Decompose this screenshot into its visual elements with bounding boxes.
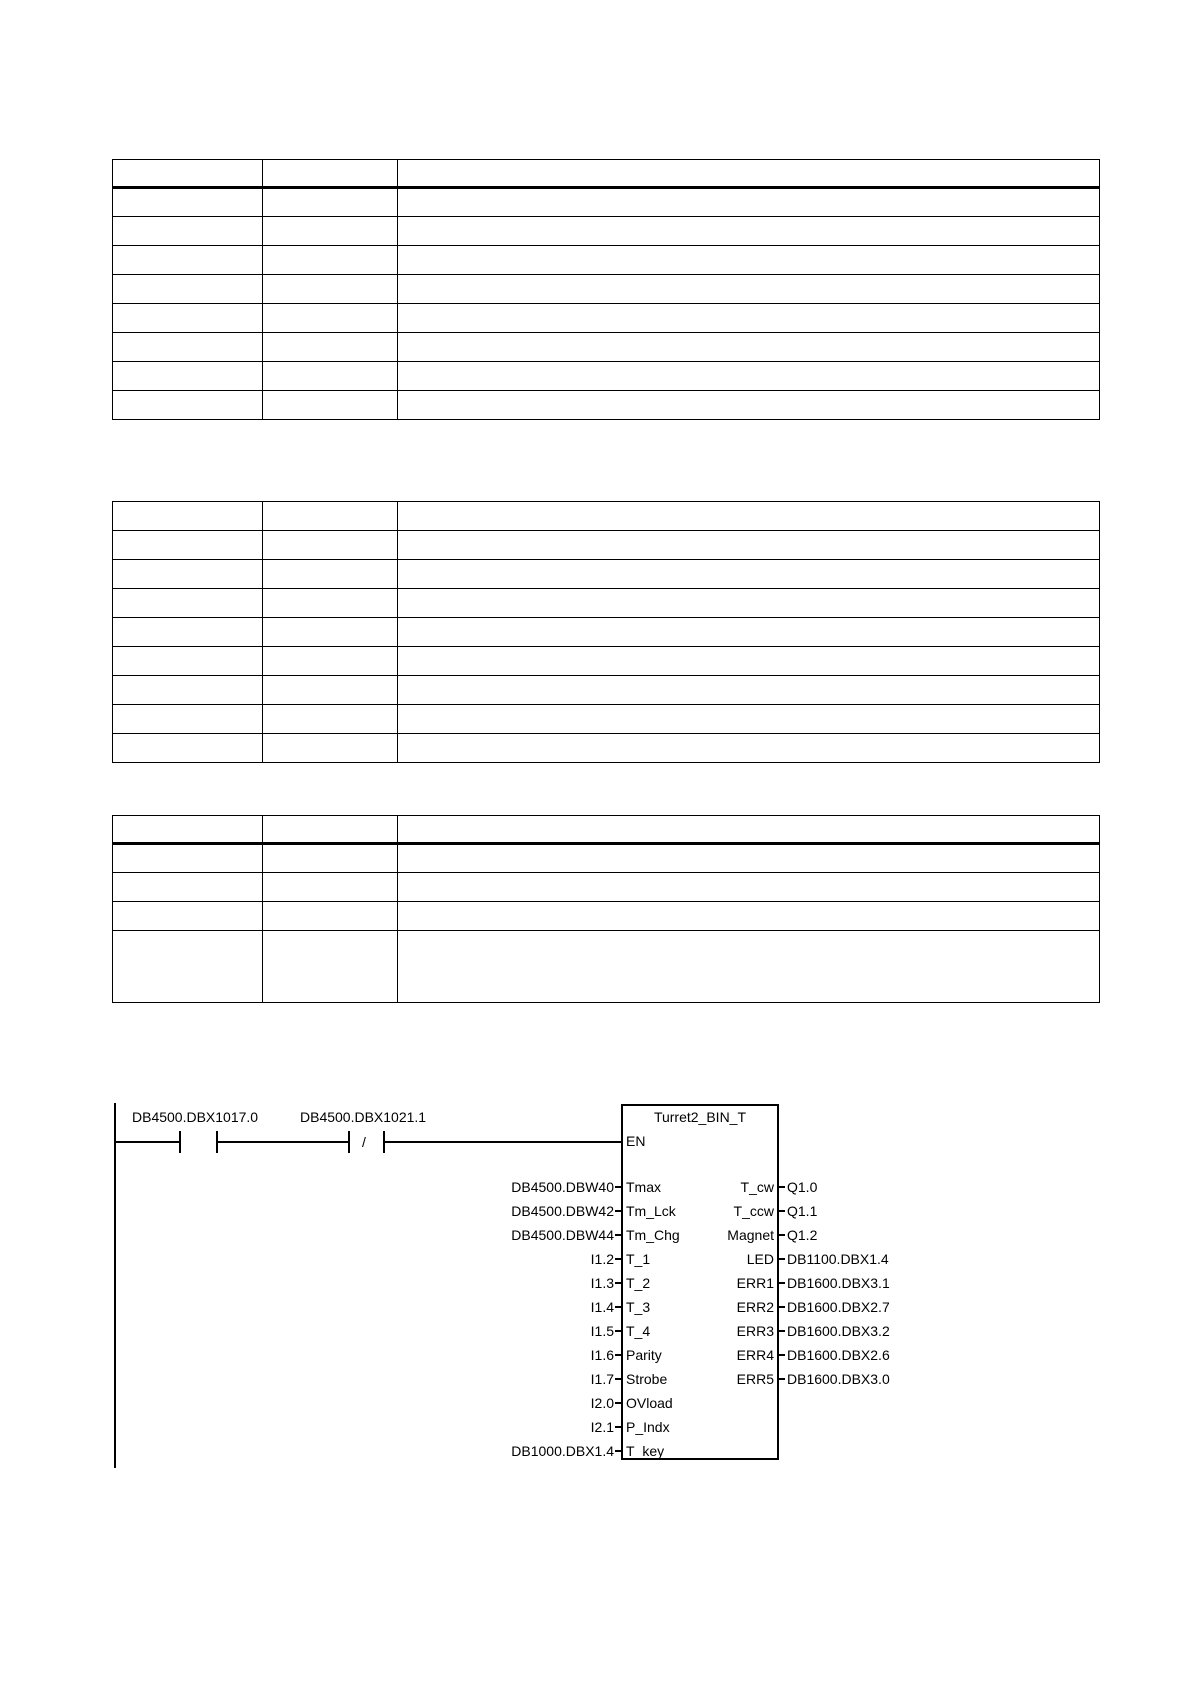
input-operand: I1.6 [590, 1347, 614, 1363]
negation-symbol: / [362, 1134, 366, 1150]
input-operand: I1.7 [590, 1371, 614, 1387]
input-pin-name: T_2 [626, 1275, 651, 1291]
input-pin-name: T_3 [626, 1299, 651, 1315]
input-pin-name: T_4 [626, 1323, 651, 1339]
input-pin-name: Tm_Chg [626, 1227, 680, 1243]
input-operand: I1.5 [590, 1323, 614, 1339]
input-operand: DB4500.DBW42 [511, 1203, 614, 1219]
input-pin-name: Strobe [626, 1371, 668, 1387]
output-operand: Q1.1 [787, 1203, 818, 1219]
input-operand: I1.2 [590, 1251, 614, 1267]
output-operand: DB1100.DBX1.4 [787, 1251, 889, 1267]
input-pin-name: T_key [626, 1443, 665, 1459]
output-pin-name: ERR1 [736, 1275, 774, 1291]
output-operand: DB1600.DBX3.0 [787, 1371, 890, 1387]
input-operand: DB4500.DBW44 [511, 1227, 614, 1243]
input-pin-name: OVload [626, 1395, 673, 1411]
output-pin-name: T_ccw [733, 1203, 774, 1219]
input-operand: DB4500.DBW40 [511, 1179, 614, 1195]
function-block-name: Turret2_BIN_T [653, 1109, 747, 1125]
input-pin-name: T_1 [626, 1251, 651, 1267]
input-pin-name: P_Indx [626, 1419, 670, 1435]
enable-pin-label: EN [626, 1133, 646, 1149]
output-pin-name: ERR3 [736, 1323, 774, 1339]
input-pin-name: Parity [626, 1347, 662, 1363]
contact-1 [115, 1131, 349, 1153]
input-operand: DB1000.DBX1.4 [511, 1443, 614, 1459]
output-operand: DB1600.DBX3.1 [787, 1275, 890, 1291]
contact-2 [349, 1131, 622, 1153]
output-pin-name: ERR2 [736, 1299, 774, 1315]
output-operand: DB1600.DBX3.2 [787, 1323, 890, 1339]
output-operand: Q1.0 [787, 1179, 818, 1195]
output-pin-name: LED [746, 1251, 774, 1267]
input-operand: I2.0 [590, 1395, 614, 1411]
input-operand: I2.1 [590, 1419, 614, 1435]
output-pin-name: Magnet [727, 1227, 774, 1243]
output-operand: DB1600.DBX2.7 [787, 1299, 890, 1315]
contact-1-address: DB4500.DBX1017.0 [132, 1109, 259, 1125]
output-pin-name: ERR4 [736, 1347, 774, 1363]
input-pins [511, 1179, 679, 1459]
input-pin-name: Tmax [626, 1179, 661, 1195]
input-operand: I1.4 [590, 1299, 614, 1315]
output-pins [727, 1179, 890, 1387]
output-pin-name: ERR5 [736, 1371, 774, 1387]
input-operand: I1.3 [590, 1275, 614, 1291]
output-operand: Q1.2 [787, 1227, 818, 1243]
output-operand: DB1600.DBX2.6 [787, 1347, 890, 1363]
output-pin-name: T_cw [740, 1179, 774, 1195]
contact-2-address: DB4500.DBX1021.1 [300, 1109, 427, 1125]
input-pin-name: Tm_Lck [626, 1203, 676, 1219]
